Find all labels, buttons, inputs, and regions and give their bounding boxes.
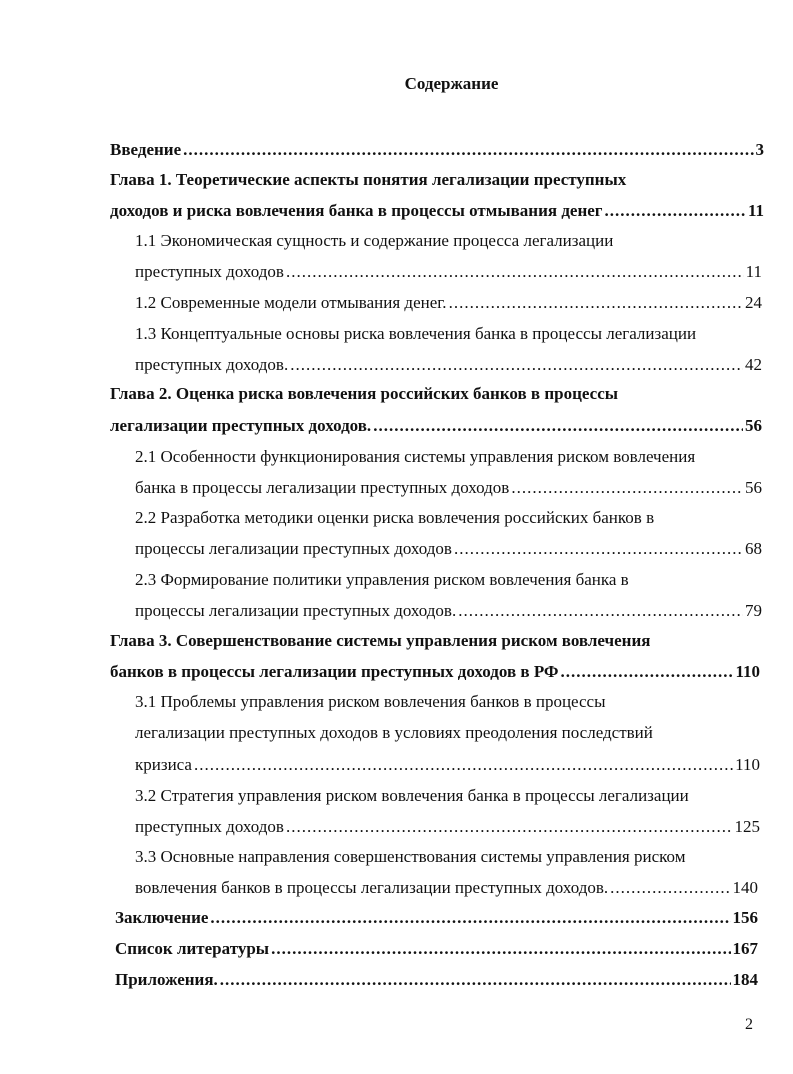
toc-entry-text: кризиса	[135, 755, 192, 774]
toc-chapter-1-line1[interactable]	[110, 170, 626, 190]
toc-entry-text: 3.2 Стратегия управления риском вовлечения банка в процессы легализации	[135, 786, 689, 805]
leader-dots	[286, 262, 744, 282]
toc-entry-text: Заключение	[115, 908, 209, 927]
toc-section-1-1[interactable]	[135, 262, 762, 282]
toc-entry-text: 2.1 Особенности функционирования системы управления риском вовлечения	[135, 447, 696, 466]
toc-page-number: 140	[732, 878, 758, 897]
toc-section-1-2[interactable]	[135, 293, 762, 313]
toc-entry-text: 1.2 Современные модели отмывания денег.	[135, 293, 447, 312]
toc-section-2-3-line1[interactable]	[135, 570, 629, 590]
toc-entry-text: преступных доходов.	[135, 355, 289, 374]
toc-entry-text: Введение	[110, 140, 182, 159]
page-number: 2	[745, 1016, 753, 1033]
toc-chapter-2-line1[interactable]	[110, 384, 618, 404]
toc-section-3-1-line1[interactable]	[135, 692, 606, 712]
toc-entry-text: преступных доходов	[135, 262, 284, 281]
toc-entry-appendices[interactable]	[115, 970, 758, 990]
toc-entry-text: Глава 1. Теоретические аспекты понятия легализации преступных	[110, 170, 627, 189]
leader-dots	[210, 908, 730, 928]
toc-section-3-2-line1[interactable]	[135, 786, 689, 806]
toc-entry-text: Глава 3. Совершенствование системы управления риском вовлечения	[110, 631, 651, 650]
toc-section-3-1[interactable]	[135, 755, 760, 775]
toc-page-number: 110	[735, 755, 760, 774]
toc-entry-text: 3.3 Основные направления совершенствования системы управления риском	[135, 847, 686, 866]
toc-entry-text: Глава 2. Оценка риска вовлечения российских банков в процессы	[110, 384, 619, 403]
toc-section-2-1-line1[interactable]	[135, 447, 695, 467]
toc-entry-intro[interactable]	[110, 140, 764, 160]
toc-entry-text: 2.2 Разработка методики оценки риска вовлечения российских банков в	[135, 508, 655, 527]
toc-entry-text: вовлечения банков в процессы легализации преступных доходов.	[135, 878, 609, 897]
toc-section-2-1[interactable]	[135, 478, 762, 498]
toc-section-3-1-line2[interactable]	[135, 723, 653, 743]
leader-dots	[373, 416, 743, 436]
leader-dots	[561, 662, 734, 682]
toc-page-number: 56	[745, 416, 762, 435]
toc-entry-text: банков в процессы легализации преступных доходов в РФ	[110, 662, 559, 681]
toc-page-number: 11	[747, 201, 764, 220]
leader-dots	[194, 755, 733, 775]
toc-page-number: 24	[745, 293, 762, 312]
leader-dots	[290, 355, 743, 375]
leader-dots	[220, 970, 731, 990]
toc-page-number: 110	[735, 662, 760, 681]
leader-dots	[271, 939, 730, 959]
toc-section-1-1-line1[interactable]	[135, 231, 613, 251]
toc-page-number: 56	[745, 478, 762, 497]
toc-page-number: 42	[745, 355, 762, 374]
toc-section-3-3-line1[interactable]	[135, 847, 685, 867]
toc-section-3-3[interactable]	[135, 878, 758, 898]
leader-dots	[458, 601, 743, 621]
toc-entry-text: 3.1 Проблемы управления риском вовлечения банков в процессы	[135, 692, 606, 711]
leader-dots	[449, 293, 743, 313]
toc-section-2-3[interactable]	[135, 601, 762, 621]
toc-page-number: 3	[755, 140, 764, 159]
toc-page-number: 167	[732, 939, 758, 958]
leader-dots	[605, 201, 746, 221]
toc-entry-conclusion[interactable]	[115, 908, 758, 928]
page-title: Содержание	[404, 74, 499, 93]
toc-entry-text: процессы легализации преступных доходов.	[135, 601, 457, 620]
toc-section-1-3[interactable]	[135, 355, 762, 375]
toc-page-number: 11	[745, 262, 762, 281]
toc-entry-text: легализации преступных доходов.	[110, 416, 372, 435]
toc-section-2-2-line1[interactable]	[135, 508, 654, 528]
leader-dots	[454, 539, 743, 559]
toc-section-3-2[interactable]	[135, 817, 760, 837]
leader-dots	[286, 817, 733, 837]
toc-entry-text: легализации преступных доходов в условиях преодоления последствий	[135, 723, 653, 742]
toc-chapter-2[interactable]	[110, 416, 762, 436]
toc-entry-text: Приложения.	[115, 970, 218, 989]
toc-entry-text: преступных доходов	[135, 817, 284, 836]
toc-section-1-3-line1[interactable]	[135, 324, 696, 344]
toc-page-number: 125	[734, 817, 760, 836]
toc-entry-text: 1.1 Экономическая сущность и содержание процесса легализации	[135, 231, 614, 250]
leader-dots	[610, 878, 730, 898]
toc-chapter-1[interactable]	[110, 201, 764, 221]
toc-entry-text: процессы легализации преступных доходов	[135, 539, 452, 558]
toc-entry-text: 1.3 Концептуальные основы риска вовлечения банка в процессы легализации	[135, 324, 697, 343]
toc-chapter-3-line1[interactable]	[110, 631, 650, 651]
leader-dots	[511, 478, 743, 498]
toc-page-number: 79	[745, 601, 762, 620]
toc-page-number: 184	[732, 970, 758, 989]
toc-entry-text: 2.3 Формирование политики управления риском вовлечения банка в	[135, 570, 629, 589]
toc-chapter-3[interactable]	[110, 662, 760, 682]
toc-entry-text: банка в процессы легализации преступных доходов	[135, 478, 510, 497]
toc-section-2-2[interactable]	[135, 539, 762, 559]
toc-page-number: 156	[732, 908, 758, 927]
toc-entry-text: Список литературы	[115, 939, 270, 958]
toc-entry-text: доходов и риска вовлечения банка в процессы отмывания денег	[110, 201, 603, 220]
toc-entry-references[interactable]	[115, 939, 758, 959]
leader-dots	[183, 140, 753, 160]
toc-page-number: 68	[745, 539, 762, 558]
